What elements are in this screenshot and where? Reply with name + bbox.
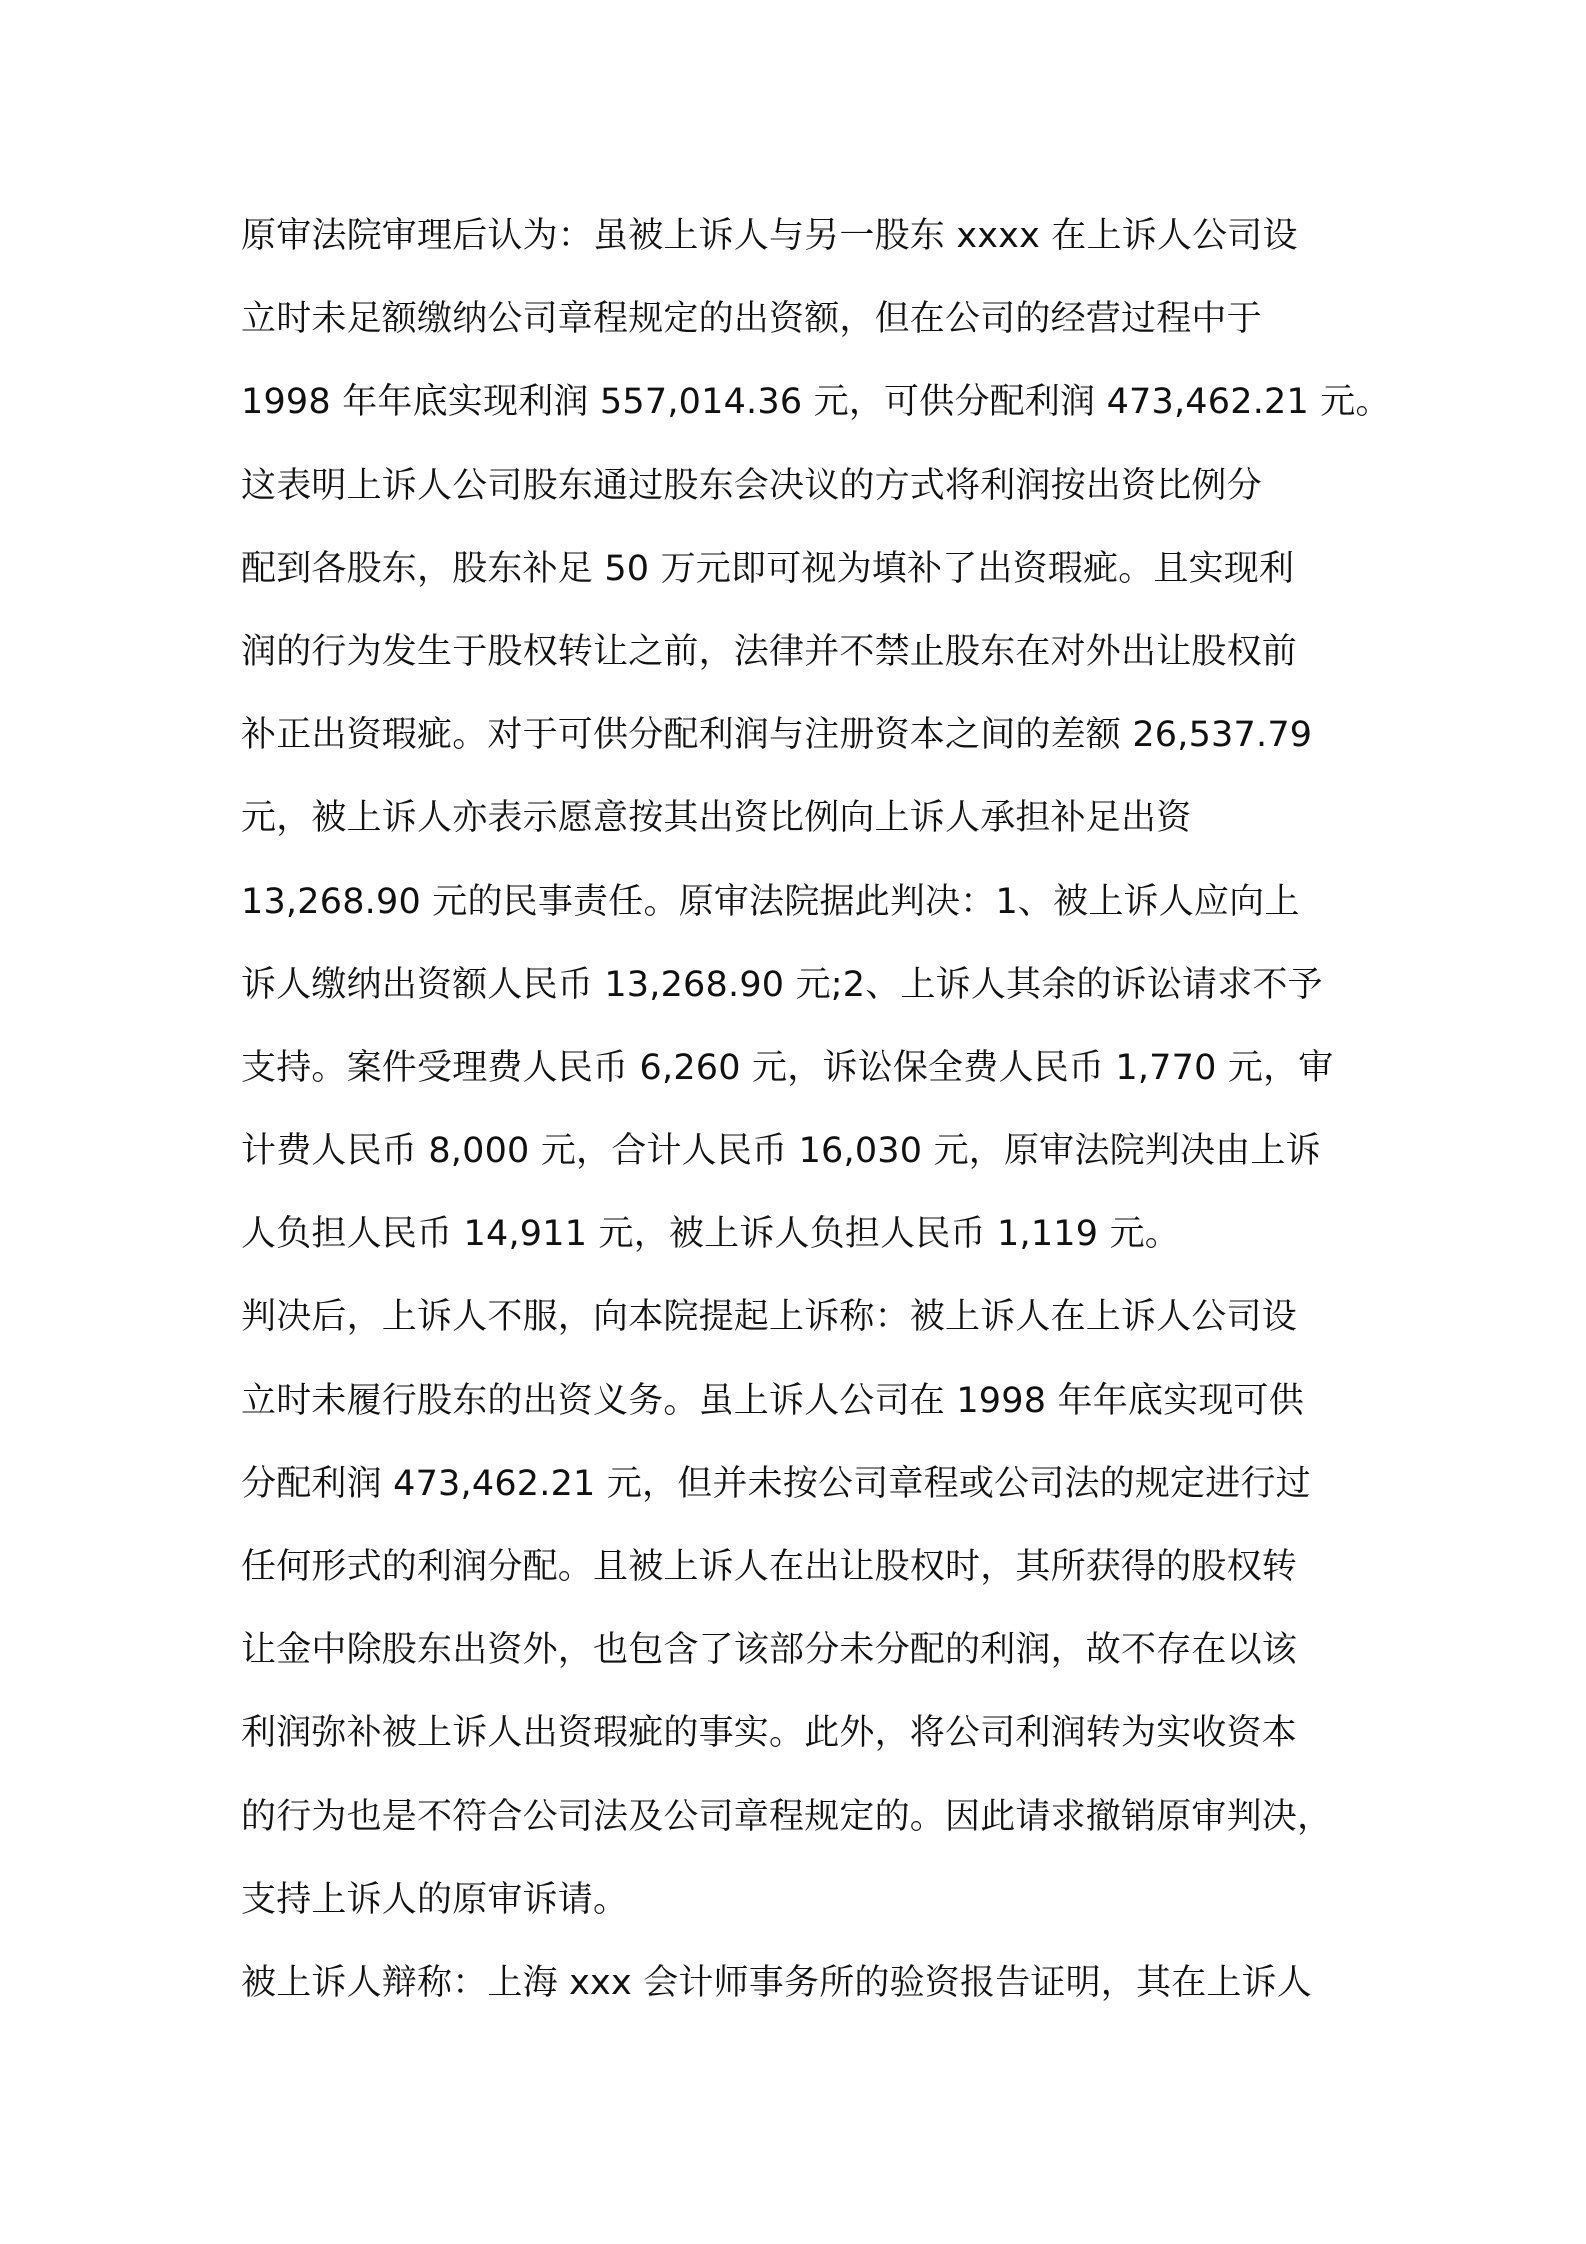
text-line: 配到各股东，股东补足 50 万元即可视为填补了出资瑕疵。且实现利 (241, 548, 1295, 589)
text-line: 润的行为发生于股权转让之前，法律并不禁止股东在对外出让股权前 (241, 631, 1298, 672)
text-line: 被上诉人辩称：上海 xxx 会计师事务所的验资报告证明，其在上诉人 (241, 1962, 1312, 2003)
text-line: 分配利润 473,462.21 元，但并未按公司章程或公司法的规定进行过 (241, 1463, 1311, 1504)
text-line: 支持。案件受理费人民币 6,260 元，诉讼保全费人民币 1,770 元，审 (241, 1047, 1334, 1088)
text-line: 任何形式的利润分配。且被上诉人在出让股权时，其所获得的股权转 (241, 1547, 1298, 1587)
text-line: 13,268.90 元的民事责任。原审法院据此判决：1、被上诉人应向上 (241, 881, 1300, 922)
text-line: 立时未足额缴纳公司章程规定的出资额，但在公司的经营过程中于 (241, 299, 1262, 340)
paragraph (241, 1276, 1361, 1942)
paragraph (241, 195, 1391, 1276)
text-line: 立时未履行股东的出资义务。虽上诉人公司在 1998 年年底实现可供 (241, 1380, 1304, 1421)
text-line: 补正出资瑕疵。对于可供分配利润与注册资本之间的差额 26,537.79 (241, 715, 1313, 756)
text-line: 诉人缴纳出资额人民币 13,268.90 元;2、上诉人其余的诉讼请求不予 (241, 964, 1323, 1005)
text-line: 这表明上诉人公司股东通过股东会决议的方式将利润按出资比例分 (241, 465, 1262, 506)
text-line: 1998 年年底实现利润 557,014.36 元，可供分配利润 473,462.21 元。 (241, 382, 1391, 423)
text-line: 元，被上诉人亦表示愿意按其出资比例向上诉人承担补足出资 (241, 798, 1192, 839)
text-line: 支持上诉人的原审诉请。 (241, 1879, 629, 1920)
document-body (241, 195, 1391, 2025)
text-line: 人负担人民币 14,911 元，被上诉人负担人民币 1,119 元。 (241, 1214, 1180, 1255)
text-line: 让金中除股东出资外，也包含了该部分未分配的利润，故不存在以该 (241, 1630, 1298, 1671)
text-line: 原审法院审理后认为：虽被上诉人与另一股东 xxxx 在上诉人公司设 (241, 216, 1298, 256)
paragraph (241, 1942, 1361, 2025)
text-line: 利润弥补被上诉人出资瑕疵的事实。此外，将公司利润转为实收资本 (241, 1713, 1298, 1754)
text-line: 判决后，上诉人不服，向本院提起上诉称：被上诉人在上诉人公司设 (241, 1297, 1298, 1338)
text-line: 的行为也是不符合公司法及公司章程规定的。因此请求撤销原审判决， (241, 1796, 1333, 1837)
text-line: 计费人民币 8,000 元，合计人民币 16,030 元，原审法院判决由上诉 (241, 1131, 1321, 1172)
